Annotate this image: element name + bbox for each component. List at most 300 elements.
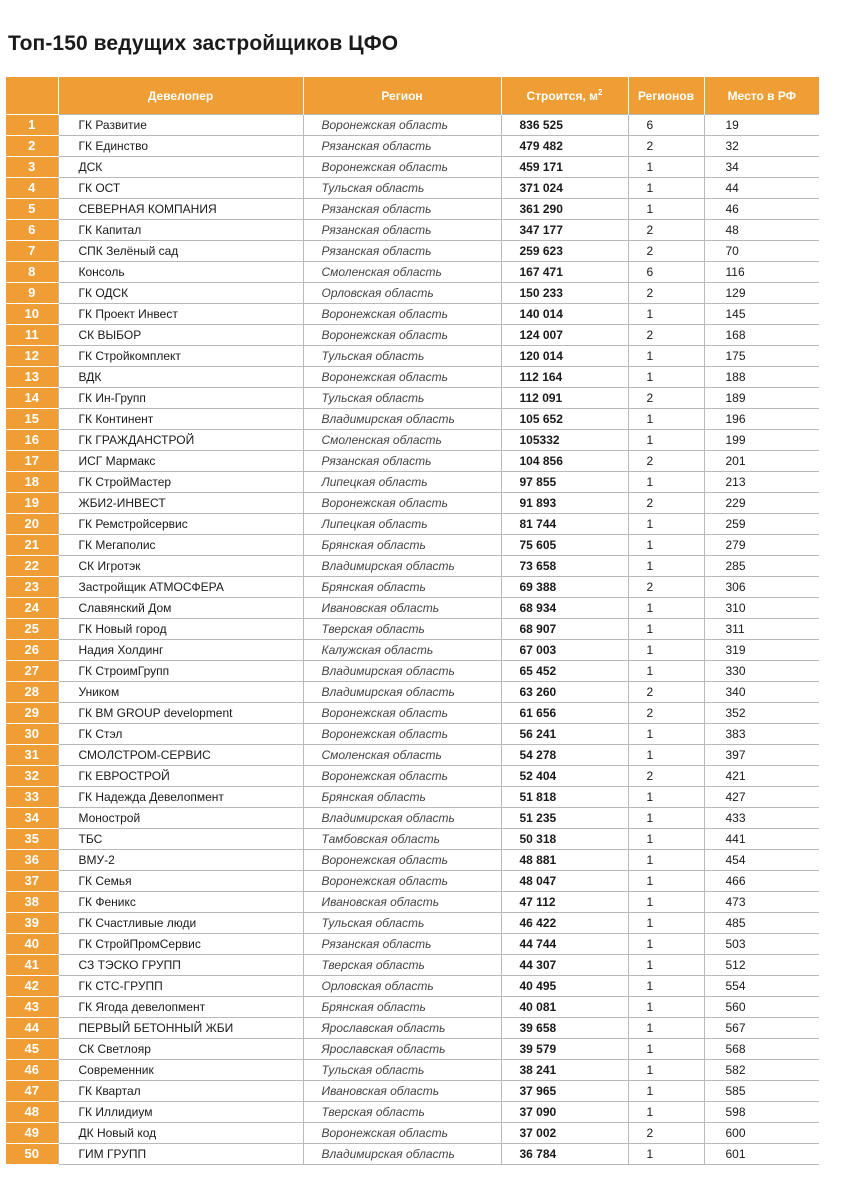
regions-count-cell: 1 xyxy=(628,745,704,766)
rank-cell: 30 xyxy=(6,724,58,745)
regions-count-cell: 1 xyxy=(628,1102,704,1123)
table-row xyxy=(6,619,819,640)
developer-cell: ГК Единство xyxy=(58,136,303,157)
place-cell: 340 xyxy=(704,682,819,703)
place-cell: 201 xyxy=(704,451,819,472)
table-row xyxy=(6,934,819,955)
regions-count-cell: 1 xyxy=(628,178,704,199)
rank-cell: 19 xyxy=(6,493,58,514)
developer-cell: ГК Стэл xyxy=(58,724,303,745)
regions-count-cell: 1 xyxy=(628,892,704,913)
area-cell: 61 656 xyxy=(501,703,628,724)
area-cell: 44 744 xyxy=(501,934,628,955)
area-cell: 371 024 xyxy=(501,178,628,199)
rank-cell: 22 xyxy=(6,556,58,577)
regions-count-cell: 1 xyxy=(628,535,704,556)
place-cell: 512 xyxy=(704,955,819,976)
area-cell: 39 579 xyxy=(501,1039,628,1060)
place-cell: 421 xyxy=(704,766,819,787)
region-cell: Брянская область xyxy=(303,997,501,1018)
rank-cell: 9 xyxy=(6,283,58,304)
table-row xyxy=(6,514,819,535)
region-cell: Воронежская область xyxy=(303,157,501,178)
rank-cell: 29 xyxy=(6,703,58,724)
rank-cell: 13 xyxy=(6,367,58,388)
area-cell: 54 278 xyxy=(501,745,628,766)
place-cell: 129 xyxy=(704,283,819,304)
header-place: Место в РФ xyxy=(704,77,819,115)
region-cell: Тверская область xyxy=(303,1102,501,1123)
regions-count-cell: 1 xyxy=(628,640,704,661)
area-cell: 56 241 xyxy=(501,724,628,745)
rank-cell: 44 xyxy=(6,1018,58,1039)
place-cell: 44 xyxy=(704,178,819,199)
developer-cell: ГК BM GROUP development xyxy=(58,703,303,724)
developer-cell: ГК СтройМастер xyxy=(58,472,303,493)
rank-cell: 27 xyxy=(6,661,58,682)
place-cell: 116 xyxy=(704,262,819,283)
table-row xyxy=(6,304,819,325)
region-cell: Ивановская область xyxy=(303,598,501,619)
area-cell: 44 307 xyxy=(501,955,628,976)
place-cell: 34 xyxy=(704,157,819,178)
region-cell: Рязанская область xyxy=(303,220,501,241)
regions-count-cell: 1 xyxy=(628,514,704,535)
area-cell: 836 525 xyxy=(501,115,628,136)
regions-count-cell: 1 xyxy=(628,1039,704,1060)
table-row xyxy=(6,535,819,556)
place-cell: 48 xyxy=(704,220,819,241)
area-cell: 120 014 xyxy=(501,346,628,367)
developer-cell: ГК Проект Инвест xyxy=(58,304,303,325)
region-cell: Владимирская область xyxy=(303,409,501,430)
table-row xyxy=(6,1018,819,1039)
page-title: Топ-150 ведущих застройщиков ЦФО xyxy=(8,32,399,55)
rank-cell: 1 xyxy=(6,115,58,136)
regions-count-cell: 2 xyxy=(628,388,704,409)
developer-cell: ГК Феникс xyxy=(58,892,303,913)
table-row xyxy=(6,472,819,493)
regions-count-cell: 1 xyxy=(628,619,704,640)
region-cell: Смоленская область xyxy=(303,430,501,451)
table-row xyxy=(6,1144,819,1165)
region-cell: Владимирская область xyxy=(303,682,501,703)
table-row xyxy=(6,493,819,514)
place-cell: 213 xyxy=(704,472,819,493)
developer-cell: ГК Квартал xyxy=(58,1081,303,1102)
area-cell: 50 318 xyxy=(501,829,628,850)
table-row xyxy=(6,451,819,472)
table-row xyxy=(6,892,819,913)
area-cell: 167 471 xyxy=(501,262,628,283)
rank-cell: 17 xyxy=(6,451,58,472)
place-cell: 279 xyxy=(704,535,819,556)
area-cell: 69 388 xyxy=(501,577,628,598)
region-cell: Тульская область xyxy=(303,178,501,199)
area-cell: 39 658 xyxy=(501,1018,628,1039)
regions-count-cell: 1 xyxy=(628,871,704,892)
rank-cell: 8 xyxy=(6,262,58,283)
region-cell: Воронежская область xyxy=(303,493,501,514)
rank-cell: 43 xyxy=(6,997,58,1018)
place-cell: 582 xyxy=(704,1060,819,1081)
rank-cell: 6 xyxy=(6,220,58,241)
area-cell: 46 422 xyxy=(501,913,628,934)
region-cell: Воронежская область xyxy=(303,724,501,745)
region-cell: Воронежская область xyxy=(303,1123,501,1144)
region-cell: Воронежская область xyxy=(303,115,501,136)
area-cell: 361 290 xyxy=(501,199,628,220)
place-cell: 19 xyxy=(704,115,819,136)
developer-cell: ДК Новый код xyxy=(58,1123,303,1144)
region-cell: Рязанская область xyxy=(303,199,501,220)
regions-count-cell: 1 xyxy=(628,997,704,1018)
rank-cell: 50 xyxy=(6,1144,58,1165)
area-cell: 51 818 xyxy=(501,787,628,808)
developer-cell: ГК СтроимГрупп xyxy=(58,661,303,682)
area-cell: 52 404 xyxy=(501,766,628,787)
table-row xyxy=(6,388,819,409)
table-row xyxy=(6,556,819,577)
table-row xyxy=(6,262,819,283)
rank-cell: 35 xyxy=(6,829,58,850)
developer-cell: ГК ЕВРОСТРОЙ xyxy=(58,766,303,787)
header-area xyxy=(501,77,628,115)
developer-cell: ТБС xyxy=(58,829,303,850)
developer-cell: Консоль xyxy=(58,262,303,283)
developer-cell: ГК Семья xyxy=(58,871,303,892)
region-cell: Владимирская область xyxy=(303,556,501,577)
area-cell: 48 881 xyxy=(501,850,628,871)
rank-cell: 32 xyxy=(6,766,58,787)
regions-count-cell: 1 xyxy=(628,1060,704,1081)
regions-count-cell: 1 xyxy=(628,598,704,619)
regions-count-cell: 1 xyxy=(628,808,704,829)
area-cell: 259 623 xyxy=(501,241,628,262)
table-row xyxy=(6,598,819,619)
developer-cell: ГК Иллидиум xyxy=(58,1102,303,1123)
region-cell: Ярославская область xyxy=(303,1039,501,1060)
region-cell: Тамбовская область xyxy=(303,829,501,850)
rank-cell: 15 xyxy=(6,409,58,430)
area-cell: 479 482 xyxy=(501,136,628,157)
table-row xyxy=(6,1081,819,1102)
developer-cell: Застройщик АТМОСФЕРА xyxy=(58,577,303,598)
region-cell: Ивановская область xyxy=(303,892,501,913)
developer-cell: Надия Холдинг xyxy=(58,640,303,661)
table-row xyxy=(6,178,819,199)
rank-cell: 18 xyxy=(6,472,58,493)
table-row xyxy=(6,661,819,682)
region-cell: Рязанская область xyxy=(303,934,501,955)
regions-count-cell: 6 xyxy=(628,262,704,283)
developer-cell: СМОЛСТРОМ-СЕРВИС xyxy=(58,745,303,766)
regions-count-cell: 1 xyxy=(628,829,704,850)
place-cell: 600 xyxy=(704,1123,819,1144)
area-cell: 347 177 xyxy=(501,220,628,241)
area-cell: 36 784 xyxy=(501,1144,628,1165)
rank-cell: 12 xyxy=(6,346,58,367)
area-cell: 105332 xyxy=(501,430,628,451)
developer-cell: СК ВЫБОР xyxy=(58,325,303,346)
regions-count-cell: 1 xyxy=(628,1144,704,1165)
area-cell: 37 090 xyxy=(501,1102,628,1123)
region-cell: Липецкая область xyxy=(303,514,501,535)
table-row xyxy=(6,241,819,262)
place-cell: 70 xyxy=(704,241,819,262)
header-row xyxy=(6,77,819,115)
regions-count-cell: 1 xyxy=(628,430,704,451)
region-cell: Рязанская область xyxy=(303,136,501,157)
table-row xyxy=(6,157,819,178)
region-cell: Тульская область xyxy=(303,1060,501,1081)
rank-cell: 7 xyxy=(6,241,58,262)
area-cell: 97 855 xyxy=(501,472,628,493)
developer-cell: ГК СтройПромСервис xyxy=(58,934,303,955)
place-cell: 503 xyxy=(704,934,819,955)
place-cell: 567 xyxy=(704,1018,819,1039)
area-cell: 47 112 xyxy=(501,892,628,913)
place-cell: 466 xyxy=(704,871,819,892)
table-body xyxy=(6,115,819,1165)
rank-cell: 46 xyxy=(6,1060,58,1081)
regions-count-cell: 1 xyxy=(628,661,704,682)
developer-cell: СЗ ТЭСКО ГРУПП xyxy=(58,955,303,976)
place-cell: 473 xyxy=(704,892,819,913)
region-cell: Липецкая область xyxy=(303,472,501,493)
table-row xyxy=(6,703,819,724)
developer-cell: Уником xyxy=(58,682,303,703)
developer-cell: СК Светлояр xyxy=(58,1039,303,1060)
rank-cell: 28 xyxy=(6,682,58,703)
region-cell: Тульская область xyxy=(303,913,501,934)
place-cell: 330 xyxy=(704,661,819,682)
table-header xyxy=(6,77,819,115)
table-row xyxy=(6,829,819,850)
header-region: Регион xyxy=(303,77,501,115)
regions-count-cell: 2 xyxy=(628,682,704,703)
developer-cell: Монострой xyxy=(58,808,303,829)
region-cell: Рязанская область xyxy=(303,241,501,262)
table-row xyxy=(6,220,819,241)
regions-count-cell: 2 xyxy=(628,241,704,262)
region-cell: Воронежская область xyxy=(303,850,501,871)
header-area-label: Строится, м xyxy=(526,88,599,103)
table-row xyxy=(6,955,819,976)
rank-cell: 4 xyxy=(6,178,58,199)
regions-count-cell: 1 xyxy=(628,304,704,325)
rank-cell: 45 xyxy=(6,1039,58,1060)
developer-cell: ГК Надежда Девелопмент xyxy=(58,787,303,808)
regions-count-cell: 1 xyxy=(628,934,704,955)
table-row xyxy=(6,1123,819,1144)
header-area-sup: 2 xyxy=(598,87,603,97)
region-cell: Калужская область xyxy=(303,640,501,661)
place-cell: 306 xyxy=(704,577,819,598)
place-cell: 310 xyxy=(704,598,819,619)
developer-cell: ГИМ ГРУПП xyxy=(58,1144,303,1165)
place-cell: 601 xyxy=(704,1144,819,1165)
regions-count-cell: 6 xyxy=(628,115,704,136)
regions-count-cell: 1 xyxy=(628,157,704,178)
developer-cell: ИСГ Мармакс xyxy=(58,451,303,472)
rank-cell: 14 xyxy=(6,388,58,409)
regions-count-cell: 2 xyxy=(628,325,704,346)
table-row xyxy=(6,745,819,766)
place-cell: 598 xyxy=(704,1102,819,1123)
table-row xyxy=(6,787,819,808)
developer-cell: ГК Мегаполис xyxy=(58,535,303,556)
regions-count-cell: 1 xyxy=(628,724,704,745)
developer-cell: ДСК xyxy=(58,157,303,178)
rank-cell: 26 xyxy=(6,640,58,661)
area-cell: 105 652 xyxy=(501,409,628,430)
region-cell: Ивановская область xyxy=(303,1081,501,1102)
table-row xyxy=(6,283,819,304)
rank-cell: 33 xyxy=(6,787,58,808)
place-cell: 32 xyxy=(704,136,819,157)
table-row xyxy=(6,346,819,367)
regions-count-cell: 1 xyxy=(628,976,704,997)
area-cell: 48 047 xyxy=(501,871,628,892)
place-cell: 145 xyxy=(704,304,819,325)
developer-cell: ГК СТС-ГРУПП xyxy=(58,976,303,997)
region-cell: Владимирская область xyxy=(303,808,501,829)
regions-count-cell: 2 xyxy=(628,283,704,304)
developer-cell: ВДК xyxy=(58,367,303,388)
place-cell: 311 xyxy=(704,619,819,640)
developer-cell: ГК ГРАЖДАНСТРОЙ xyxy=(58,430,303,451)
table-row xyxy=(6,766,819,787)
region-cell: Тульская область xyxy=(303,346,501,367)
regions-count-cell: 1 xyxy=(628,199,704,220)
table-row xyxy=(6,1039,819,1060)
region-cell: Орловская область xyxy=(303,283,501,304)
region-cell: Тверская область xyxy=(303,619,501,640)
developer-cell: ГК ОДСК xyxy=(58,283,303,304)
regions-count-cell: 2 xyxy=(628,577,704,598)
area-cell: 104 856 xyxy=(501,451,628,472)
rank-cell: 16 xyxy=(6,430,58,451)
table-row xyxy=(6,871,819,892)
place-cell: 433 xyxy=(704,808,819,829)
table-row xyxy=(6,724,819,745)
header-regions-count: Регионов xyxy=(628,77,704,115)
place-cell: 454 xyxy=(704,850,819,871)
area-cell: 51 235 xyxy=(501,808,628,829)
regions-count-cell: 2 xyxy=(628,451,704,472)
region-cell: Воронежская область xyxy=(303,325,501,346)
rank-cell: 25 xyxy=(6,619,58,640)
region-cell: Брянская область xyxy=(303,787,501,808)
region-cell: Ярославская область xyxy=(303,1018,501,1039)
place-cell: 554 xyxy=(704,976,819,997)
place-cell: 397 xyxy=(704,745,819,766)
regions-count-cell: 2 xyxy=(628,766,704,787)
developer-cell: Современник xyxy=(58,1060,303,1081)
area-cell: 65 452 xyxy=(501,661,628,682)
developers-table xyxy=(6,77,819,1165)
rank-cell: 42 xyxy=(6,976,58,997)
regions-count-cell: 1 xyxy=(628,1081,704,1102)
place-cell: 285 xyxy=(704,556,819,577)
place-cell: 188 xyxy=(704,367,819,388)
rank-cell: 34 xyxy=(6,808,58,829)
table-row xyxy=(6,409,819,430)
place-cell: 585 xyxy=(704,1081,819,1102)
place-cell: 196 xyxy=(704,409,819,430)
developer-cell: СПК Зелёный сад xyxy=(58,241,303,262)
place-cell: 189 xyxy=(704,388,819,409)
developer-cell: ГК Капитал xyxy=(58,220,303,241)
region-cell: Воронежская область xyxy=(303,367,501,388)
regions-count-cell: 1 xyxy=(628,367,704,388)
rank-cell: 10 xyxy=(6,304,58,325)
place-cell: 352 xyxy=(704,703,819,724)
place-cell: 319 xyxy=(704,640,819,661)
regions-count-cell: 2 xyxy=(628,703,704,724)
table-row xyxy=(6,976,819,997)
rank-cell: 40 xyxy=(6,934,58,955)
area-cell: 37 965 xyxy=(501,1081,628,1102)
table-row xyxy=(6,577,819,598)
developer-cell: ГК Ягода девелопмент xyxy=(58,997,303,1018)
rank-cell: 21 xyxy=(6,535,58,556)
regions-count-cell: 1 xyxy=(628,409,704,430)
rank-cell: 5 xyxy=(6,199,58,220)
area-cell: 67 003 xyxy=(501,640,628,661)
area-cell: 112 164 xyxy=(501,367,628,388)
rank-cell: 20 xyxy=(6,514,58,535)
area-cell: 40 081 xyxy=(501,997,628,1018)
regions-count-cell: 1 xyxy=(628,556,704,577)
area-cell: 63 260 xyxy=(501,682,628,703)
table-row xyxy=(6,850,819,871)
regions-count-cell: 1 xyxy=(628,787,704,808)
place-cell: 229 xyxy=(704,493,819,514)
region-cell: Рязанская область xyxy=(303,451,501,472)
place-cell: 168 xyxy=(704,325,819,346)
place-cell: 383 xyxy=(704,724,819,745)
rank-cell: 3 xyxy=(6,157,58,178)
developer-cell: ГК Ремстройсервис xyxy=(58,514,303,535)
table-row xyxy=(6,430,819,451)
regions-count-cell: 1 xyxy=(628,346,704,367)
region-cell: Тверская область xyxy=(303,955,501,976)
area-cell: 38 241 xyxy=(501,1060,628,1081)
area-cell: 68 934 xyxy=(501,598,628,619)
regions-count-cell: 1 xyxy=(628,850,704,871)
table-row xyxy=(6,115,819,136)
rank-cell: 38 xyxy=(6,892,58,913)
developer-cell: СК Игротэк xyxy=(58,556,303,577)
region-cell: Тульская область xyxy=(303,388,501,409)
region-cell: Воронежская область xyxy=(303,871,501,892)
rank-cell: 11 xyxy=(6,325,58,346)
regions-count-cell: 1 xyxy=(628,955,704,976)
area-cell: 73 658 xyxy=(501,556,628,577)
regions-count-cell: 2 xyxy=(628,220,704,241)
table-row xyxy=(6,640,819,661)
area-cell: 459 171 xyxy=(501,157,628,178)
rank-cell: 24 xyxy=(6,598,58,619)
developer-cell: ГК Счастливые люди xyxy=(58,913,303,934)
rank-cell: 31 xyxy=(6,745,58,766)
regions-count-cell: 2 xyxy=(628,1123,704,1144)
rank-cell: 48 xyxy=(6,1102,58,1123)
region-cell: Смоленская область xyxy=(303,745,501,766)
rank-cell: 49 xyxy=(6,1123,58,1144)
